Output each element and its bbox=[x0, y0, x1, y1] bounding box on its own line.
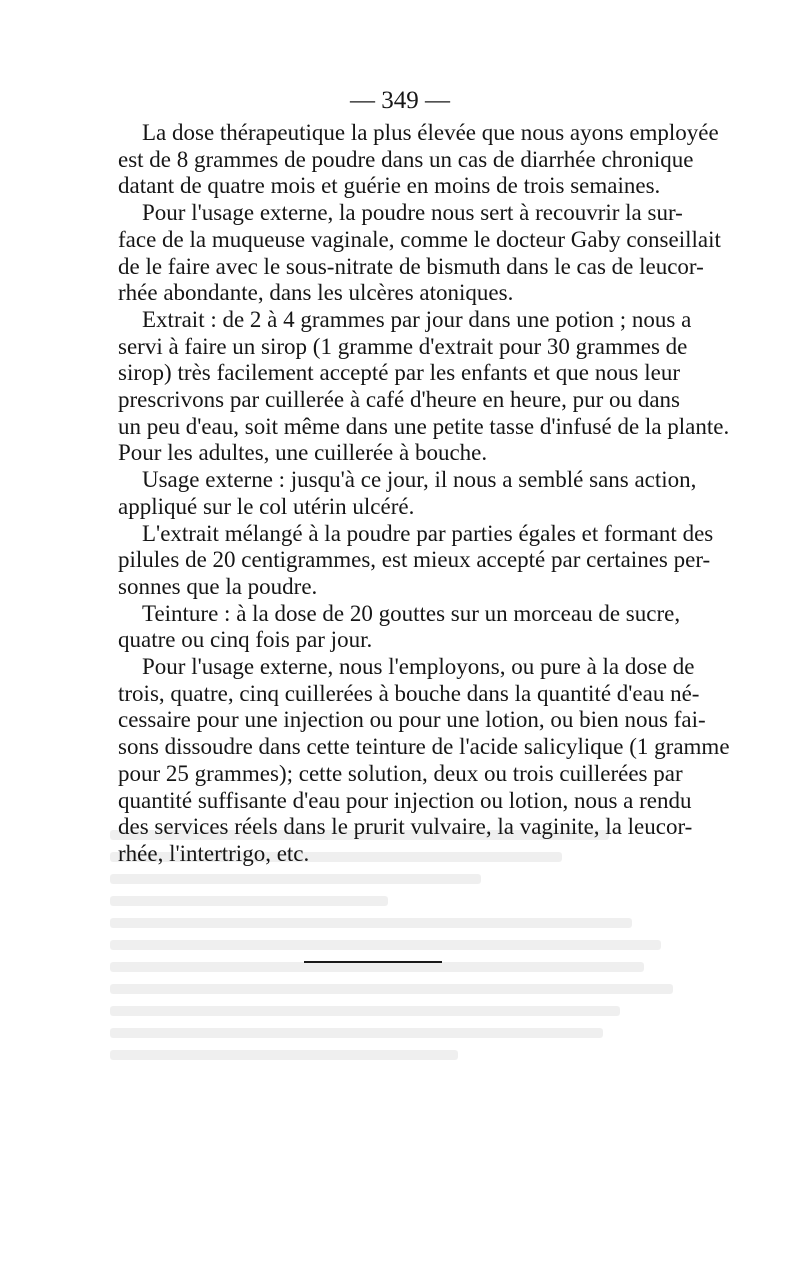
text-line: prescrivons par cuillerée à café d'heure en heure, pur ou dans bbox=[118, 387, 680, 413]
text-line: des services réels dans le prurit vulvaire, la vaginite, la leucor- bbox=[118, 814, 693, 840]
text-line: servi à faire un sirop (1 gramme d'extrait pour 30 grammes de bbox=[118, 333, 688, 359]
text-line: sons dissoudre dans cette teinture de l'acide salicylique (1 gramme bbox=[118, 734, 730, 760]
text-line: sonnes que la poudre. bbox=[118, 573, 318, 599]
text-line: face de la muqueuse vaginale, comme le docteur Gaby conseillait bbox=[118, 226, 721, 252]
text-line: Pour l'usage externe, la poudre nous sert à recouvrir la sur- bbox=[142, 200, 683, 226]
text-line: sirop) très facilement accepté par les enfants et que nous leur bbox=[118, 360, 680, 386]
paragraph-2 bbox=[118, 200, 721, 307]
text-line: quatre ou cinq fois par jour. bbox=[118, 627, 373, 653]
text-line: La dose thérapeutique la plus élevée que nous ayons employée bbox=[142, 120, 719, 145]
text-line: pilules de 20 centigrammes, est mieux accepté par certaines per- bbox=[118, 547, 711, 573]
paragraph-1 bbox=[118, 120, 719, 200]
text-line: un peu d'eau, soit même dans une petite tasse d'infusé de la plante. bbox=[118, 413, 730, 439]
text-line: de le faire avec le sous-nitrate de bismuth dans le cas de leucor- bbox=[118, 253, 704, 279]
paragraph-4 bbox=[118, 467, 697, 520]
paragraph-7 bbox=[118, 654, 730, 868]
text-line: trois, quatre, cinq cuillerées à bouche dans la quantité d'eau né- bbox=[118, 680, 700, 706]
text-line: Extrait : de 2 à 4 grammes par jour dans une potion ; nous a bbox=[142, 306, 692, 332]
text-line: Usage externe : jusqu'à ce jour, il nous a semblé sans action, bbox=[142, 467, 697, 493]
body-text bbox=[118, 120, 730, 868]
text-line: rhée, l'intertrigo, etc. bbox=[118, 840, 310, 866]
text-line: est de 8 grammes de poudre dans un cas de diarrhée chronique bbox=[118, 146, 694, 172]
text-line: quantité suffisante d'eau pour injection ou lotion, nous a rendu bbox=[118, 787, 692, 813]
text-line: cessaire pour une injection ou pour une lotion, ou bien nous fai- bbox=[118, 707, 706, 733]
paragraph-5 bbox=[118, 520, 714, 601]
text-line: rhée abondante, dans les ulcères atoniques. bbox=[118, 280, 514, 306]
section-divider-rule bbox=[304, 961, 442, 963]
text-line: Pour l'usage externe, nous l'employons, ou pure à la dose de bbox=[142, 654, 695, 680]
page-number: — 349 — bbox=[350, 87, 450, 114]
paragraph-3 bbox=[118, 306, 730, 467]
paragraph-6 bbox=[118, 601, 680, 654]
text-line: L'extrait mélangé à la poudre par parties égales et formant des bbox=[142, 520, 714, 546]
text-line: pour 25 grammes); cette solution, deux ou trois cuillerées par bbox=[118, 760, 683, 786]
text-line: Pour les adultes, une cuillerée à bouche. bbox=[118, 440, 488, 466]
text-line: appliqué sur le col utérin ulcéré. bbox=[118, 493, 415, 519]
text-line: Teinture : à la dose de 20 gouttes sur un morceau de sucre, bbox=[142, 600, 681, 626]
text-line: datant de quatre mois et guérie en moins de trois semaines. bbox=[118, 173, 661, 199]
